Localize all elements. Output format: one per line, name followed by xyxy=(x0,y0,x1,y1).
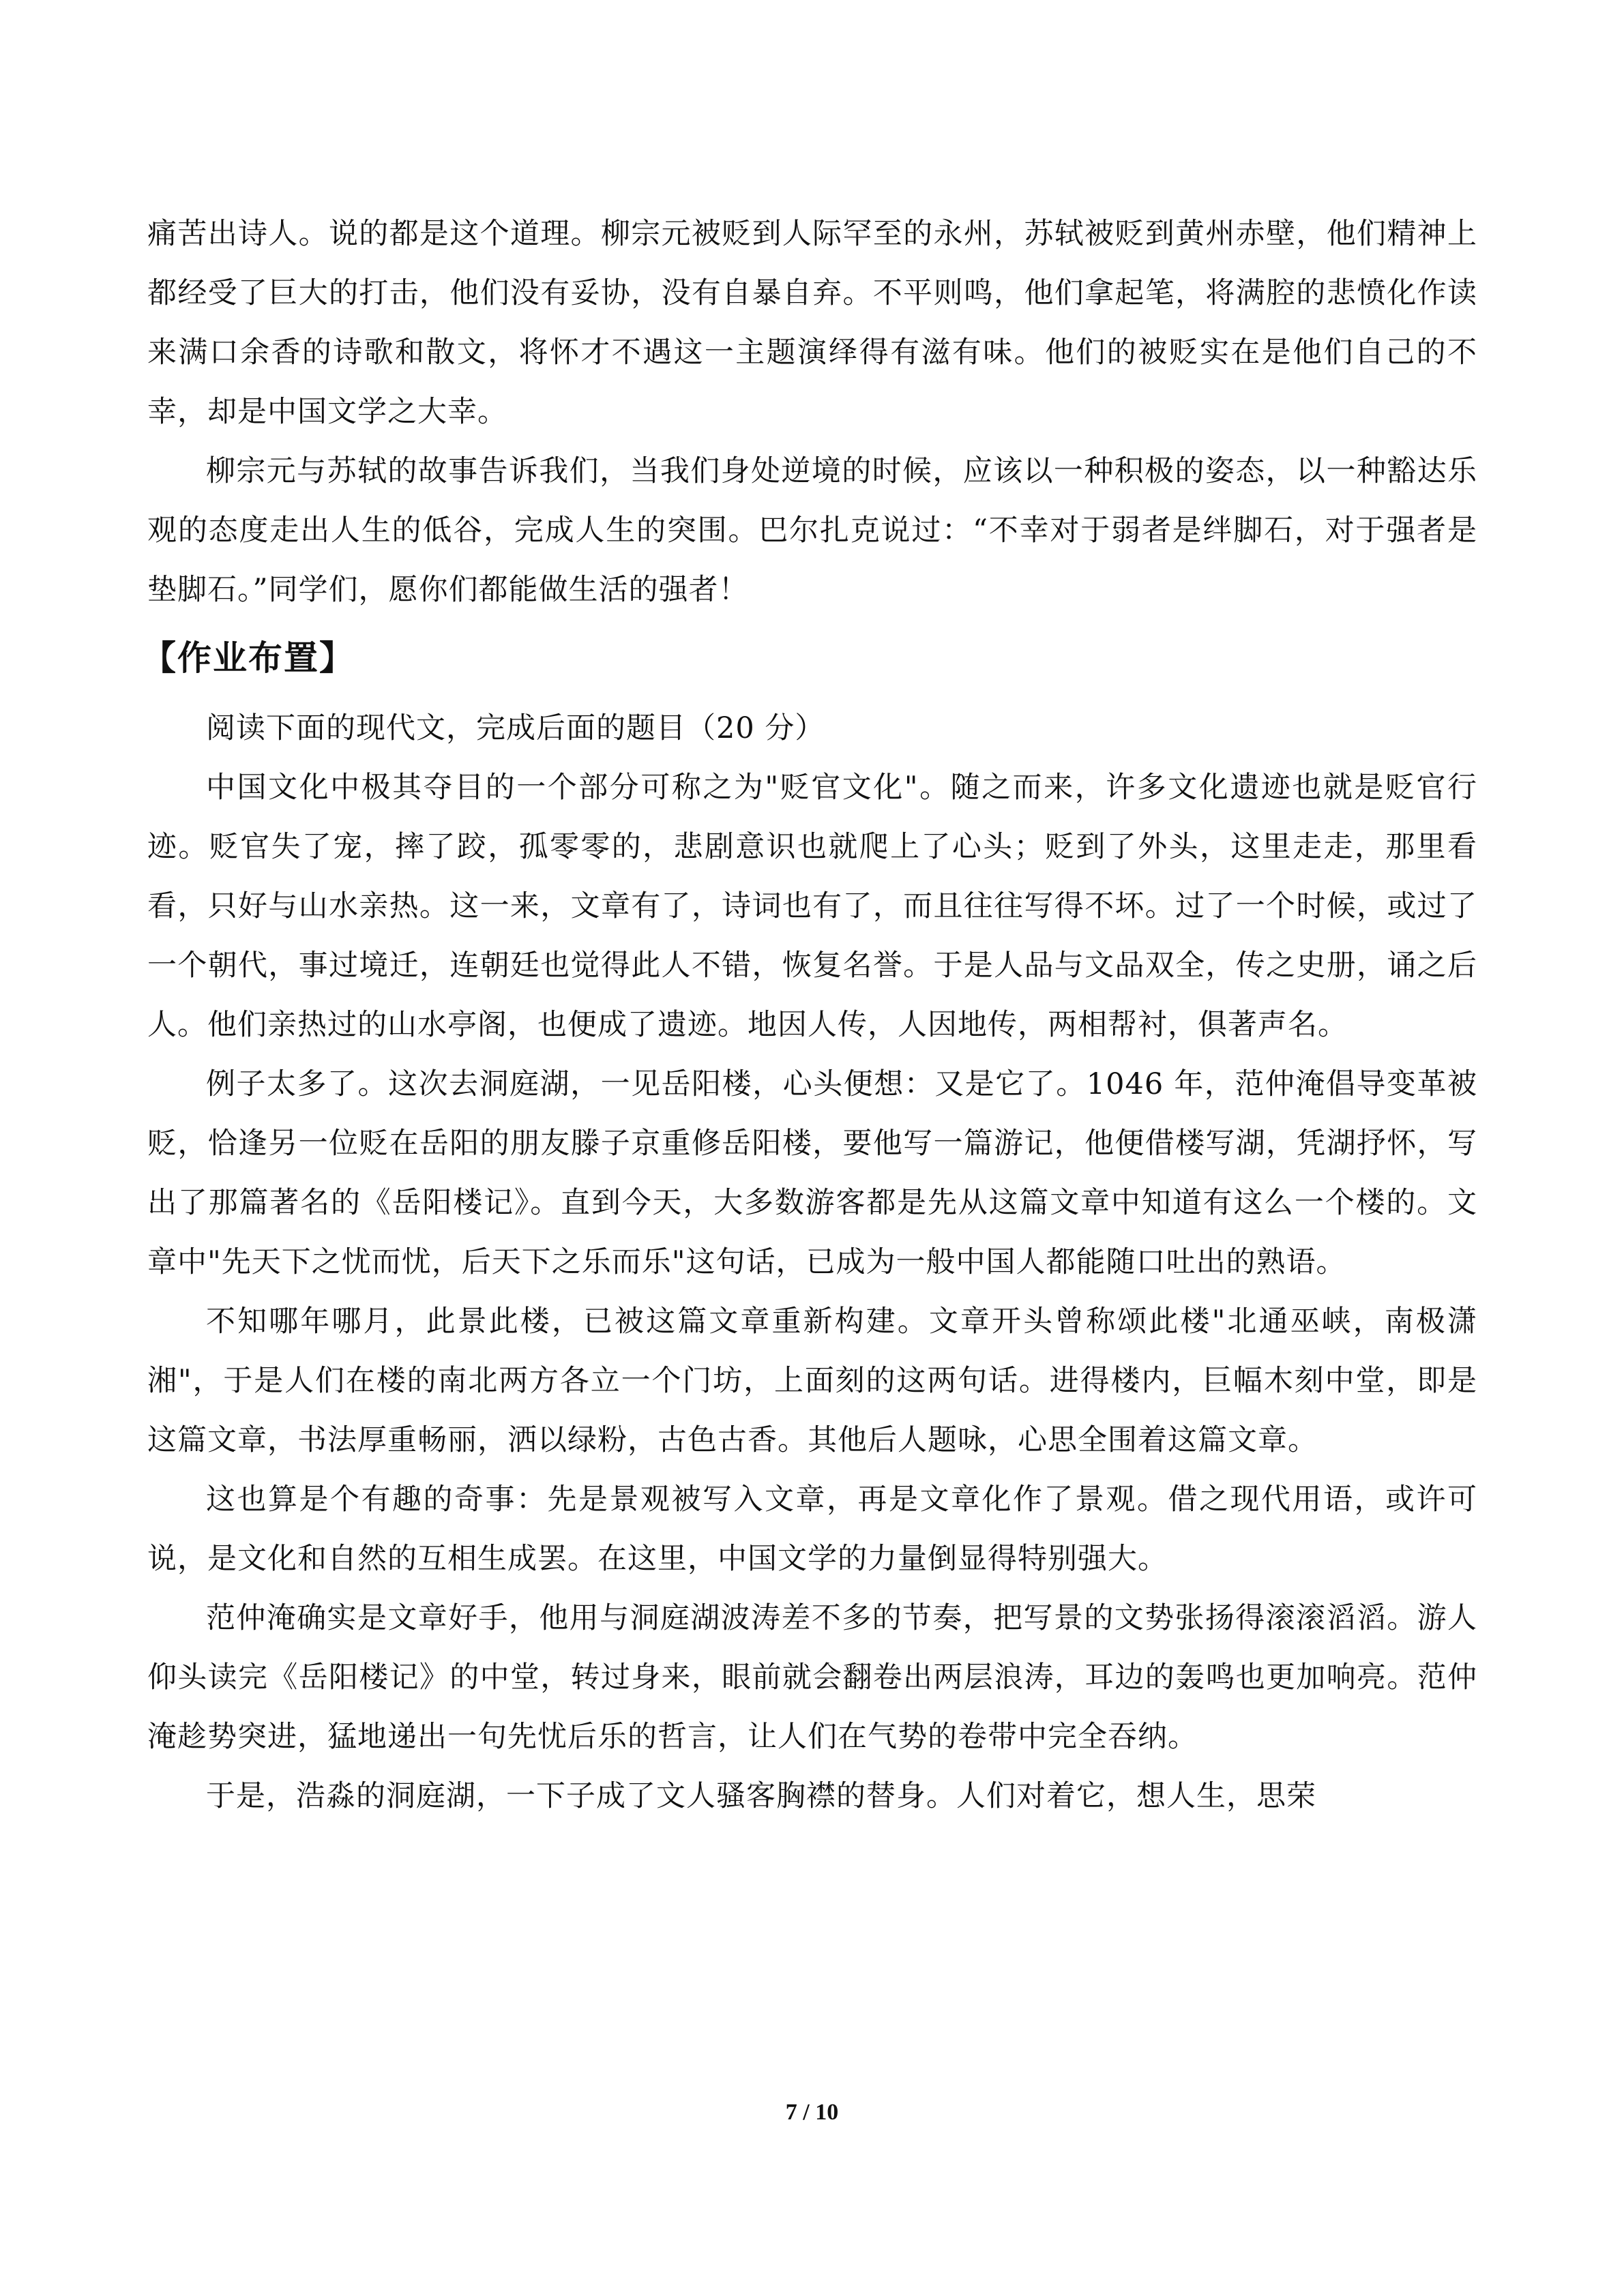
passage-paragraph: 中国文化中极其夺目的一个部分可称之为"贬官文化"。随之而来，许多文化遗迹也就是贬官行迹。贬官失了宠，摔了跤，孤零零的，悲剧意识也就爬上了心头；贬到了外头，这里走走，那里看看，只好与山水亲热。这一来，文章有了，诗词也有了，而且往往写得不坏。过了一个时候，或过了一个朝代，事过境迁，连朝廷也觉得此人不错，恢复名誉。于是人品与文品双全，传之史册，诵之后人。他们亲热过的山水亭阁，也便成了遗迹。地因人传，人因地传，两相帮衬，俱著声名。 xyxy=(147,771,1477,1042)
paragraph-conclusion: 柳宗元与苏轼的故事告诉我们，当我们身处逆境的时候，应该以一种积极的姿态，以一种豁达乐观的态度走出人生的低谷，完成人生的突围。巴尔扎克说过：“不幸对于弱者是绊脚石，对于强者是垫脚石。”同学们，愿你们都能做生活的强者！ xyxy=(147,454,1477,607)
document-body xyxy=(142,205,1477,1826)
passage-paragraph: 这也算是个有趣的奇事：先是景观被写入文章，再是文章化作了景观。借之现代用语，或许可说，是文化和自然的互相生成罢。在这里，中国文学的力量倒显得特别强大。 xyxy=(147,1482,1477,1576)
page-number: 7 / 10 xyxy=(785,2100,839,2125)
passage-paragraph: 不知哪年哪月，此景此楼，已被这篇文章重新构建。文章开头曾称颂此楼"北通巫峡，南极潇湘"，于是人们在楼的南北两方各立一个门坊，上面刻的这两句话。进得楼内，巨幅木刻中堂，即是这篇文章，书法厚重畅丽，洒以绿粉，古色古香。其他后人题咏，心思全围着这篇文章。 xyxy=(147,1304,1477,1457)
assignment-intro: 阅读下面的现代文，完成后面的题目（20 分） xyxy=(206,711,825,745)
section-heading: 【作业布置】 xyxy=(142,638,355,678)
passage-paragraph: 范仲淹确实是文章好手，他用与洞庭湖波涛差不多的节奏，把写景的文势张扬得滚滚滔滔。游人仰头读完《岳阳楼记》的中堂，转过身来，眼前就会翻卷出两层浪涛，耳边的轰鸣也更加响亮。范仲淹趁势突进，猛地递出一句先忧后乐的哲言，让人们在气势的卷带中完全吞纳。 xyxy=(147,1601,1477,1754)
passage-paragraph: 于是，浩淼的洞庭湖，一下子成了文人骚客胸襟的替身。人们对着它，想人生，思荣 xyxy=(206,1779,1316,1813)
paragraph-continued: 痛苦出诗人。说的都是这个道理。柳宗元被贬到人际罕至的永州，苏轼被贬到黄州赤壁，他们精神上都经受了巨大的打击，他们没有妥协，没有自暴自弃。不平则鸣，他们拿起笔，将满腔的悲愤化作读来满口余香的诗歌和散文，将怀才不遇这一主题演绎得有滋有味。他们的被贬实在是他们自己的不幸，却是中国文学之大幸。 xyxy=(147,217,1477,429)
passage-paragraph: 例子太多了。这次去洞庭湖，一见岳阳楼，心头便想：又是它了。1046 年，范仲淹倡导变革被贬，恰逢另一位贬在岳阳的朋友滕子京重修岳阳楼，要他写一篇游记，他便借楼写湖，凭湖抒怀，写出了那篇著名的《岳阳楼记》。直到今天，大多数游客都是先从这篇文章中知道有这么一个楼的。文章中"先天下之忧而忧，后天下之乐而乐"这句话，已成为一般中国人都能随口吐出的熟语。 xyxy=(147,1067,1477,1279)
